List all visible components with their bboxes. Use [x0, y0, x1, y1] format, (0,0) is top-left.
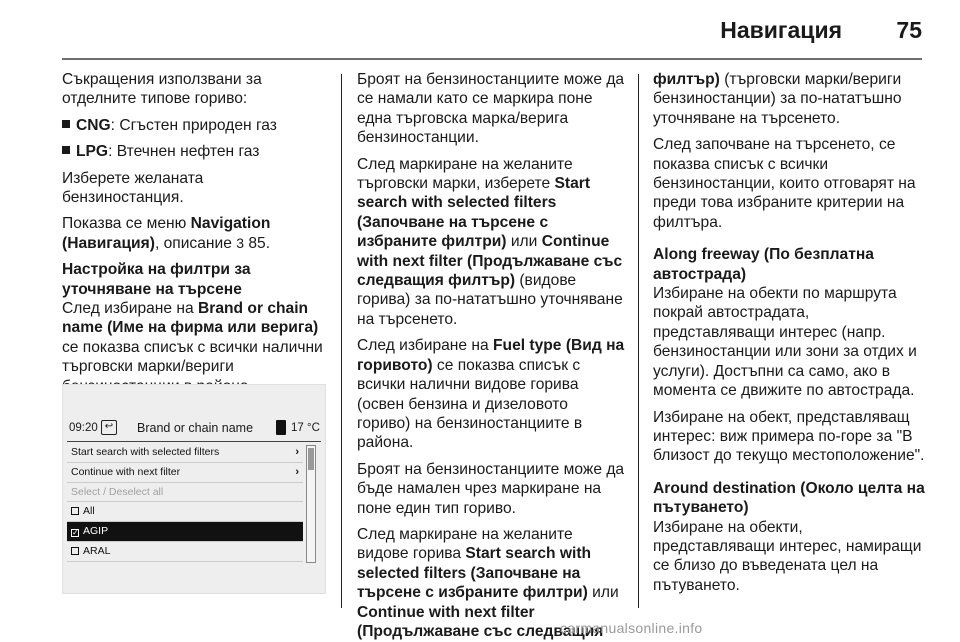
scrollbar-thumb — [308, 448, 314, 470]
paragraph: Избиране на обекти по маршрута покрай автострадата, представляващи интерес (напр. бензиностанции или зони за отдих и услуги). Достъпни са само, ако в момента се движите по автострада. — [653, 285, 917, 400]
paragraph — [357, 336, 625, 452]
text: След маркиране на желаните видове горива — [357, 525, 573, 563]
list-item-label: ARAL — [83, 544, 111, 557]
menu-name: Start search with selected filters (Започване на търсене с избраните филтри) — [357, 175, 591, 251]
chevron-right-icon: › — [295, 465, 299, 478]
page-header — [0, 0, 960, 62]
menu-name: Continue with next filter (Продължаване със следващия филтър) — [357, 233, 623, 290]
bullet-term: CNG — [76, 116, 111, 134]
chevron-right-icon: › — [295, 446, 299, 458]
column-2 — [357, 70, 625, 642]
menu-name: Continue with next filter (Продължаване със следващия — [357, 603, 604, 640]
text: или — [506, 233, 542, 251]
text: се показва списък с всички налични търговски марки/вериги — [62, 338, 323, 376]
list-item-label: All — [83, 505, 95, 518]
paragraph — [62, 299, 326, 396]
checkbox-checked-icon: ✓ — [72, 528, 79, 538]
paragraph: Изберете желаната бензиностанция. — [62, 169, 204, 207]
paragraph: След започване на търсенето, се показва списък с всички бензиностанции, които отговарят на преди това избраните критерии на филтъра. — [653, 136, 916, 231]
paragraph — [357, 155, 625, 330]
section-heading: Настройка на филтри за уточняване на търсене — [62, 261, 251, 298]
column-3 — [653, 70, 925, 602]
menu-name: Brand or chain name (Име на фирма или верига) — [62, 300, 319, 337]
paragraph: Броят на бензиностанциите може да бъде намален чрез маркиране на поне един тип гориво. — [357, 460, 625, 517]
list-item-label: Continue with next filter — [71, 465, 181, 478]
bullet-term: LPG — [76, 143, 109, 161]
menu-name: Navigation (Навигация) — [62, 215, 271, 252]
screen-temperature: 17 °C — [291, 422, 320, 434]
list-item-label: Select / Deselect all — [71, 485, 164, 498]
page-ref-arrow-icon: 3 — [236, 234, 245, 251]
text: След избиране на — [357, 337, 494, 355]
bullet-square-icon — [62, 120, 70, 128]
text: , описание — [154, 234, 237, 252]
scrollbar — [306, 445, 316, 563]
screen-list — [67, 443, 303, 562]
paragraph — [62, 214, 326, 253]
list-item — [67, 463, 303, 483]
screen-header — [67, 419, 321, 439]
bullet-item — [62, 116, 326, 135]
text: се показва списък с всички налични видове горива (освен бензина и дизеловото гориво) на бензиностанциите в района. — [357, 356, 583, 452]
list-item — [67, 522, 303, 542]
text: или — [587, 584, 619, 602]
list-item — [67, 483, 303, 503]
list-item — [67, 443, 303, 463]
text: Показва се меню — [62, 215, 191, 233]
paragraph: Съкращения използвани за отделните типове гориво: — [62, 71, 262, 108]
paragraph: Избиране на обекти, представляващи интерес, намиращи се близо до въведената цел на пътуването. — [653, 518, 922, 594]
page-title: Навигация — [720, 17, 842, 43]
checkbox-icon — [71, 547, 79, 555]
bullet-text: : Сгъстен природен газ — [110, 116, 277, 134]
page-ref[interactable]: 85. — [244, 234, 271, 252]
bullet-item — [62, 142, 326, 161]
column-1 — [62, 70, 326, 403]
paragraph — [653, 70, 925, 128]
column-divider — [638, 74, 639, 608]
list-item-label: AGIP — [83, 525, 109, 538]
bullet-square-icon — [62, 146, 70, 154]
text: (видове горива) за по-нататъшно уточняване на търсенето. — [357, 272, 623, 328]
paragraph: Избиране на обект, представляващ интерес: виж примера по-горе за "В близост до текущо местоположение". — [653, 408, 925, 465]
watermark: carmanualsonline.info — [560, 620, 703, 636]
column-divider — [341, 74, 342, 608]
screen-time: 09:20 — [69, 422, 98, 434]
text: (търговски марки/вериги бензиностанции) за по-нататъшно уточняване на търсенето. — [653, 71, 902, 127]
text: След маркиране на желаните търговски марки, изберете — [357, 155, 573, 193]
list-item — [67, 542, 303, 562]
menu-name: Fuel type (Вид на горивото) — [357, 337, 625, 374]
checkbox-icon — [71, 507, 79, 515]
list-item — [67, 502, 303, 522]
section-heading: Along freeway (По безплатна автострада) — [653, 246, 874, 283]
header-rule — [62, 58, 922, 60]
screen-divider — [67, 441, 321, 442]
paragraph: Броят на бензиностанциите може да се намали като се маркира поне една търговска марка/верига бензиностанции. — [357, 71, 625, 147]
section-heading: Around destination (Около целта на пътуването) — [653, 479, 925, 517]
list-item-label: Start search with selected filters — [71, 446, 220, 458]
bullet-text: : Втечнен нефтен газ — [108, 143, 260, 161]
back-icon: ↩ — [101, 420, 117, 435]
menu-name: Start search with selected filters (Започване на търсене с избраните филтри) — [357, 545, 592, 602]
screen-title: Brand or chain name — [137, 421, 254, 435]
display-screenshot — [62, 384, 326, 594]
thermometer-icon — [276, 420, 286, 435]
text: След избиране на — [62, 300, 199, 318]
menu-name: филтър) — [653, 71, 720, 88]
page-number: 75 — [896, 17, 922, 43]
